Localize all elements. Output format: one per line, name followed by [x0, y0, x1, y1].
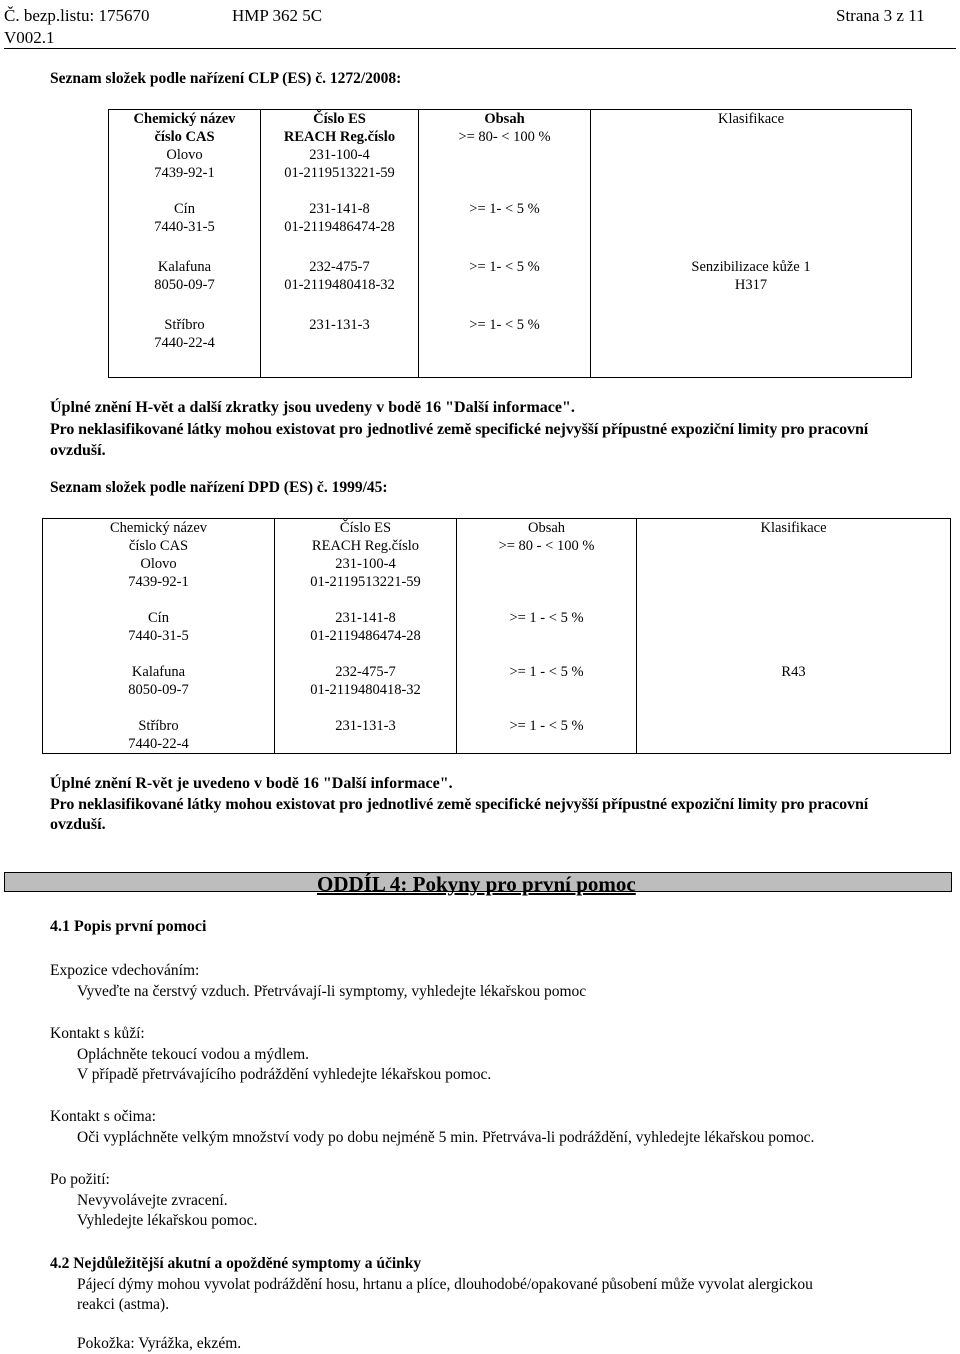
sheet-number: Č. bezp.listu: 175670 — [4, 6, 150, 25]
cas-number: 7440-22-4 — [154, 334, 215, 351]
content-value: >= 80 - < 100 % — [498, 538, 595, 554]
col-class-header: Klasifikace — [760, 520, 827, 536]
clp-title: Seznam složek podle nařízení CLP (ES) č. 1272/2008: — [50, 70, 402, 87]
eye-contact-text: Oči vypláchněte velkým množství vody po dobu nejméně 5 min. Přetrváva-li podráždění, vyhledejte lékařskou pomoc. — [77, 1129, 815, 1146]
es-number: 232-475-7 — [309, 258, 370, 275]
page-number: Strana 3 z 11 — [836, 6, 925, 25]
inhalation-text: Vyveďte na čerstvý vzduch. Přetrvávají-li symptomy, vyhledejte lékařskou pomoc — [77, 983, 587, 1000]
cas-number: 7439-92-1 — [128, 574, 189, 590]
col-reach-header: REACH Reg.číslo — [311, 538, 420, 554]
dpd-note-rphrases: Úplné znění R-vět je uvedeno v bodě 16 "Další informace". — [50, 775, 453, 792]
symptoms-subheading: 4.2 Nejdůležitější akutní a opožděné symptomy a účinky — [50, 1255, 422, 1272]
symptoms-text-2: reakci (astma). — [77, 1296, 170, 1313]
dpd-title: Seznam složek podle nařízení DPD (ES) č. 1999/45: — [50, 479, 388, 496]
section-4-title: ODDÍL 4: Pokyny pro první pomoc — [317, 872, 636, 896]
skin-contact-text: Opláchněte tekoucí vodou a mýdlem. — [77, 1046, 310, 1063]
content-value: >= 1 - < 5 % — [509, 609, 584, 626]
table-row — [109, 316, 912, 378]
classification: R43 — [781, 663, 806, 680]
content-value: >= 1 - < 5 % — [509, 717, 584, 734]
table-row — [43, 717, 951, 754]
clp-note-limits-cont: ovzduší. — [50, 442, 106, 459]
ingestion-text: Nevyvolávejte zvracení. — [77, 1192, 228, 1209]
reach-number: 01-2119480418-32 — [284, 276, 395, 293]
first-aid-subheading: 4.1 Popis první pomoci — [50, 918, 207, 935]
content-value: >= 80- < 100 % — [458, 129, 551, 145]
dpd-table — [42, 518, 951, 754]
eye-contact-label: Kontakt s očima: — [50, 1108, 156, 1125]
col-cas-header: číslo CAS — [128, 538, 189, 554]
content-value: >= 1 - < 5 % — [509, 663, 584, 680]
table-row — [43, 609, 951, 663]
skin-symptoms: Pokožka: Vyrážka, ekzém. — [77, 1335, 242, 1352]
reach-number: 01-2119513221-59 — [310, 574, 421, 590]
inhalation-label: Expozice vdechováním: — [50, 962, 200, 979]
cas-number: 7440-31-5 — [154, 218, 215, 235]
col-class-header: Klasifikace — [717, 111, 785, 127]
dpd-note-limits: Pro neklasifikované látky mohou existovat pro jednotlivé země specifické nejvyšší přípustné expoziční limity pro pracovní — [50, 796, 869, 813]
cas-number: 8050-09-7 — [154, 276, 215, 293]
ingestion-label: Po požití: — [50, 1171, 110, 1188]
cas-number: 7440-31-5 — [128, 627, 189, 644]
clp-note-limits: Pro neklasifikované látky mohou existovat pro jednotlivé země specifické nejvyšší přípustné expoziční limity pro pracovní — [50, 421, 869, 438]
reach-number: 01-2119486474-28 — [310, 627, 421, 644]
reach-number: 01-2119486474-28 — [284, 218, 395, 235]
dpd-note-limits-cont: ovzduší. — [50, 816, 106, 833]
col-reach-header: REACH Reg.číslo — [283, 129, 396, 145]
table-row — [43, 663, 951, 717]
version: V002.1 — [4, 28, 55, 47]
ingredient-name: Kalafuna — [157, 258, 212, 275]
es-number: 231-141-8 — [335, 609, 396, 626]
ingredient-name: Olovo — [140, 556, 177, 572]
product-name: HMP 362 5C — [232, 6, 323, 25]
ingredient-name: Cín — [148, 609, 169, 626]
es-number: 231-141-8 — [309, 200, 370, 217]
skin-contact-text-2: V případě přetrvávajícího podráždění vyhledejte lékařskou pomoc. — [77, 1066, 492, 1083]
clp-note-hphrases: Úplné znění H-vět a další zkratky jsou uvedeny v bodě 16 "Další informace". — [50, 399, 575, 416]
reach-number: 01-2119480418-32 — [310, 681, 421, 698]
ingredient-name: Cín — [174, 200, 195, 217]
classification: Senzibilizace kůže 1 — [691, 258, 811, 275]
table-row — [109, 110, 912, 200]
symptoms-text: Pájecí dýmy mohou vyvolat podráždění hosu, hrtanu a plíce, dlouhodobé/opakované působení může vyvolat alergickou — [77, 1276, 813, 1293]
ingredient-name: Kalafuna — [131, 663, 186, 680]
col-content-header: Obsah — [484, 111, 525, 127]
ingredient-name: Stříbro — [138, 717, 179, 734]
hazard-statement: H317 — [734, 276, 768, 293]
content-value: >= 1- < 5 % — [469, 258, 540, 275]
cas-number: 8050-09-7 — [128, 681, 189, 698]
ingredient-name: Stříbro — [164, 316, 205, 333]
col-name-header: Chemický název — [109, 520, 208, 536]
es-number: 231-131-3 — [309, 316, 370, 333]
col-cas-header: číslo CAS — [154, 129, 215, 145]
col-content-header: Obsah — [527, 520, 566, 536]
es-number: 231-100-4 — [309, 147, 370, 163]
col-es-header: Číslo ES — [313, 111, 366, 127]
ingredient-name: Olovo — [166, 147, 203, 163]
skin-contact-label: Kontakt s kůží: — [50, 1025, 145, 1042]
col-name-header: Chemický název — [133, 111, 236, 127]
col-es-header: Číslo ES — [339, 520, 392, 536]
reach-number: 01-2119513221-59 — [284, 165, 395, 181]
cas-number: 7440-22-4 — [128, 735, 189, 752]
cas-number: 7439-92-1 — [154, 165, 215, 181]
content-value: >= 1- < 5 % — [469, 316, 540, 333]
es-number: 231-131-3 — [335, 717, 396, 734]
clp-table — [108, 109, 912, 378]
es-number: 231-100-4 — [335, 556, 396, 572]
content-value: >= 1- < 5 % — [469, 200, 540, 217]
es-number: 232-475-7 — [335, 663, 396, 680]
table-row — [109, 200, 912, 258]
table-row — [43, 519, 951, 609]
ingestion-text-2: Vyhledejte lékařskou pomoc. — [77, 1212, 258, 1229]
header-divider — [4, 48, 956, 49]
table-row — [109, 258, 912, 316]
